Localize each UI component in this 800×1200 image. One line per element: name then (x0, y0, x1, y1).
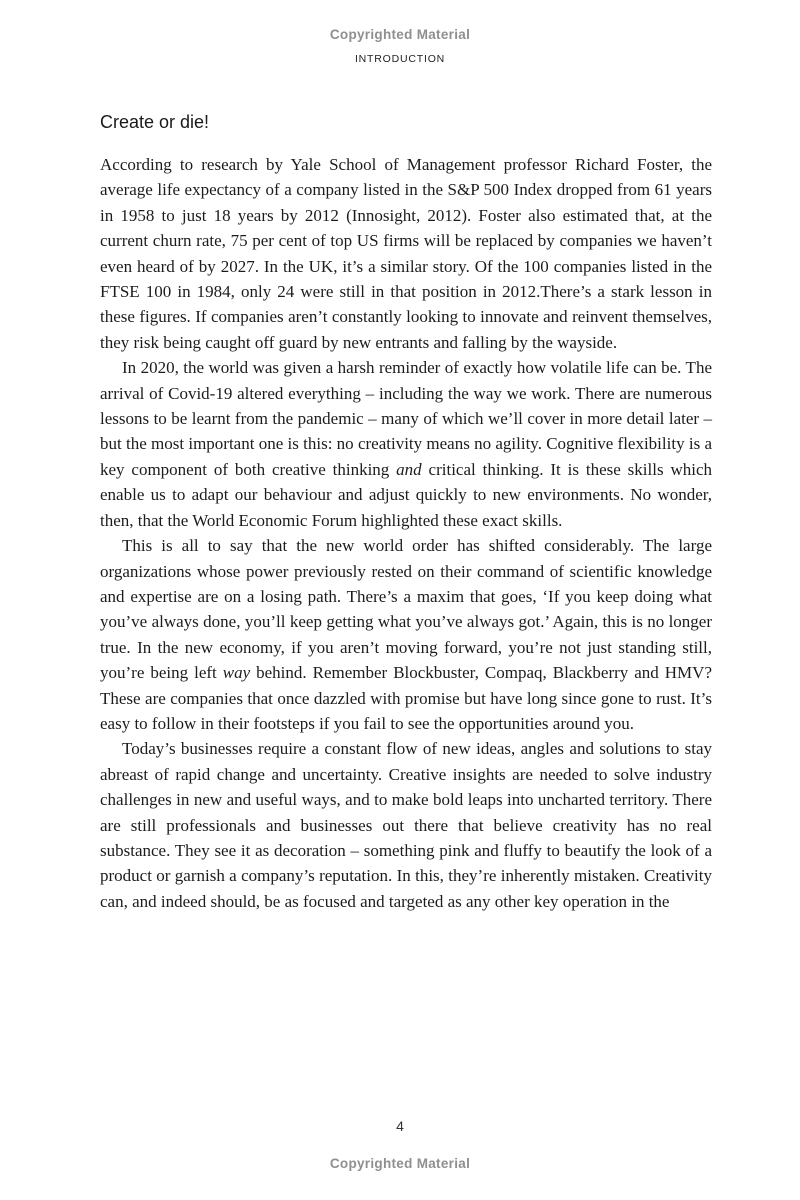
body-text (100, 152, 712, 914)
text-segment: Today’s businesses require a constant flow of new ideas, angles and solutions to stay abreast of rapid change and uncertainty. Creative insights are needed to solve industry challenges in new and useful ways, and to make bold leaps into uncharted territory. There are still professionals and businesses out there that believe creativity has no real substance. They see it as decoration – something pink and fluffy to beautify the look of a product or garnish a company’s reputation. In this, they’re inherently mistaken. Creativity can, and indeed should, be as focused and targeted as any other key operation in the (100, 739, 712, 911)
paragraph (100, 736, 712, 914)
paragraph (100, 355, 712, 533)
copyright-watermark-top: Copyrighted Material (329, 27, 471, 42)
paragraph (100, 152, 712, 355)
text-segment: behind. Remember Blockbuster, Compaq, Blackberry and HMV? These are companies that once dazzled with promise but have long since gone to rust. It’s easy to follow in their footsteps if you fail to see the opportunities around you. (100, 663, 712, 733)
running-head: INTRODUCTION (354, 53, 446, 65)
paragraph (100, 533, 712, 736)
copyright-watermark-bottom: Copyrighted Material (329, 1156, 471, 1171)
italic-text-segment: and (396, 459, 422, 479)
italic-text-segment: way (222, 663, 251, 683)
page-number: 4 (396, 1118, 404, 1134)
text-segment: In 2020, the world was given a harsh reminder of exactly how volatile life can be. The arrival of Covid-19 altered everything – including the way we work. There are numerous lessons to be learnt from the pandemic – many of which we’ll cover in more detail later – but the most important one is this: no creativity means no agility. Cognitive flexibility is a key component of both creative thinking (100, 358, 712, 479)
text-segment: According to research by Yale School of Management professor Richard Foster, the average life expectancy of a company listed in the S&P 500 Index dropped from 61 years in 1958 to just 18 years by 2012 (Innosight, 2012). Foster also estimated that, at the current churn rate, 75 per cent of top US firms will be replaced by companies we haven’t even heard of by 2027. In the UK, it’s a similar story. Of the 100 companies listed in the FTSE 100 in 1984, only 24 were still in that position in 2012.There’s a stark lesson in these figures. If companies aren’t constantly looking to innovate and reinvent themselves, they risk being caught off guard by new entrants and falling by the wayside. (100, 155, 712, 352)
text-segment: This is all to say that the new world order has shifted considerably. The large organizations whose power previously rested on their command of scientific knowledge and expertise are on a losing path. There’s a maxim that goes, ‘If you keep doing what you’ve always done, you’ll keep getting what you’ve always got.’ Again, this is no longer true. In the new economy, if you aren’t moving forward, you’re not just standing still, you’re being left (100, 536, 712, 683)
page-title: Create or die! (100, 112, 210, 133)
text-segment: critical thinking. It is these skills which enable us to adapt our behaviour and adjust quickly to new environments. No wonder, then, that the World Economic Forum highlighted these exact skills. (100, 459, 712, 530)
